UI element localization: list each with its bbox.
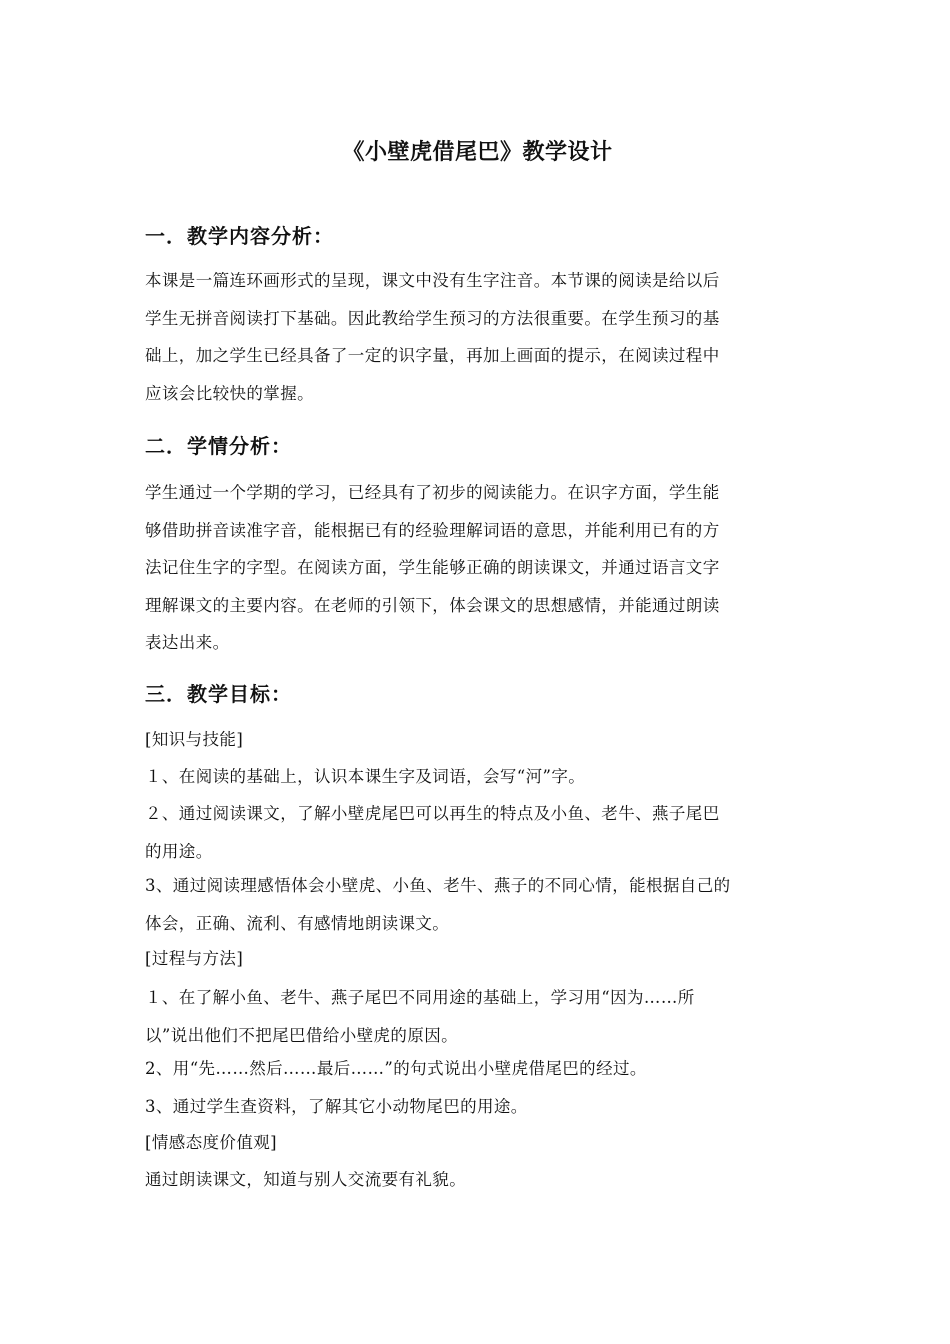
section-heading-teaching-goals: 三．教学目标：	[145, 682, 292, 706]
paragraph-line: 法记住生字的字型。在阅读方面，学生能够正确的朗读课文，并通过语言文字	[145, 558, 720, 577]
paragraph-line: 础上，加之学生已经具备了一定的识字量，再加上画面的提示，在阅读过程中	[145, 346, 720, 365]
paragraph-line: 学生无拼音阅读打下基础。因此教给学生预习的方法很重要。在学生预习的基	[145, 308, 720, 328]
section-heading-learner-analysis: 二．学情分析：	[145, 434, 292, 458]
paragraph-line: 够借助拼音读准字音，能根据已有的经验理解词语的意思，并能利用已有的方	[145, 520, 720, 540]
goal-group-label: [情感态度价值观]	[145, 1133, 277, 1152]
document-title: 《小壁虎借尾巴》教学设计	[342, 140, 613, 165]
paragraph-line: 本课是一篇连环画形式的呈现，课文中没有生字注音。本节课的阅读是给以后	[145, 271, 720, 290]
goal-item: １、在了解小鱼、老牛、燕子尾巴不同用途的基础上，学习用“因为……所 以”说出他们不把尾巴借给小壁虎的原因。	[145, 988, 695, 1045]
goal-item: 2、用“先……然后……最后……”的句式说出小壁虎借尾巴的经过。	[145, 1059, 647, 1078]
learner-analysis-paragraph	[145, 474, 810, 662]
paragraph-line: 表达出来。	[145, 633, 230, 652]
goal-group-label: [知识与技能]	[145, 730, 244, 749]
content-analysis-paragraph	[145, 262, 810, 412]
paragraph-line: 理解课文的主要内容。在老师的引领下，体会课文的思想感情，并能通过朗读	[145, 595, 720, 615]
goal-item: 通过朗读课文，知道与别人交流要有礼貌。	[145, 1170, 467, 1189]
goal-item: 3、通过学生查资料，了解其它小动物尾巴的用途。	[145, 1097, 528, 1116]
section-heading-content-analysis: 一．教学内容分析：	[145, 224, 334, 248]
goal-item: 3、通过阅读理感悟体会小壁虎、小鱼、老牛、燕子的不同心情，能根据自己的 体会，正确、流利、有感情地朗读课文。	[145, 876, 731, 933]
goal-item: １、在阅读的基础上，认识本课生字及词语，会写“河”字。	[145, 767, 586, 786]
paragraph-line: 应该会比较快的掌握。	[145, 383, 314, 403]
goal-group-label: [过程与方法]	[145, 949, 244, 968]
paragraph-line: 学生通过一个学期的学习，已经具有了初步的阅读能力。在识字方面，学生能	[145, 483, 720, 502]
goal-item: ２、通过阅读课文，了解小壁虎尾巴可以再生的特点及小鱼、老牛、燕子尾巴 的用途。	[145, 804, 720, 861]
